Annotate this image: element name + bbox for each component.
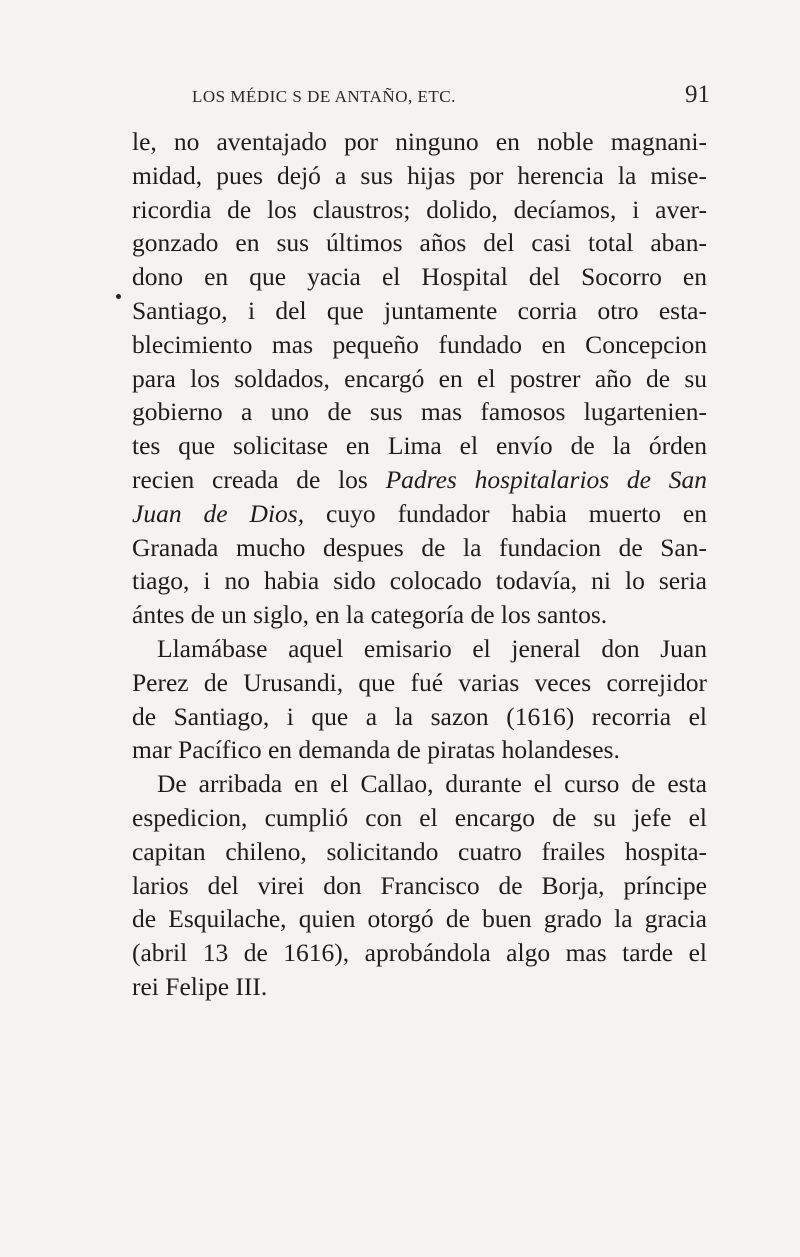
text-line: mar Pacífico en demanda de piratas holandeses. <box>132 735 620 765</box>
text-line: dono en que yacia el Hospital del Socorro en <box>132 262 707 292</box>
text-line: gonzado en sus últimos años del casi total aban- <box>132 228 707 258</box>
text-line: le, no aventajado por ninguno en noble magnani- <box>132 127 707 156</box>
paragraph-start-line: Llamábase aquel emisario el jeneral don Juan <box>157 633 707 663</box>
text-line-with-italic <box>132 497 707 531</box>
paragraph-start-line: De arribada en el Callao, durante el curso de esta <box>157 769 707 799</box>
italic-text: Padres hospitalarios de San <box>385 464 707 494</box>
text-line: blecimiento mas pequeño fundado en Concepcion <box>132 329 707 359</box>
body-text <box>132 125 707 1004</box>
text-line: de Santiago, i que a la sazon (1616) recorria el <box>132 701 707 731</box>
text-line: Granada mucho despues de la fundacion de San- <box>132 532 707 562</box>
text-line: (abril 13 de 1616), aprobándola algo mas tarde el <box>132 938 707 968</box>
text-line-with-italic <box>132 463 707 497</box>
text-line: larios del virei don Francisco de Borja, príncipe <box>132 870 707 900</box>
text-line: tiago, i no habia sido colocado todavía, ni lo seria <box>132 566 707 596</box>
text-line: de Esquilache, quien otorgó de buen grado la gracia <box>132 904 707 934</box>
text-segment: cuyo fundador habia muerto en <box>304 498 707 528</box>
text-line: capitan chileno, solicitando cuatro frailes hospita- <box>132 836 707 866</box>
text-line: Perez de Urusandi, que fué varias veces correjidor <box>132 667 707 697</box>
italic-text: Juan de Dios, <box>132 498 305 528</box>
text-line: tes que solicitase en Lima el envío de la órden <box>132 431 707 461</box>
text-line: midad, pues dejó a sus hijas por herencia la mise- <box>132 160 707 190</box>
page-number: 91 <box>685 81 710 108</box>
text-line: ántes de un siglo, en la categoría de los santos. <box>132 600 608 630</box>
text-segment: recien creada de los <box>132 464 386 494</box>
text-line: rei Felipe III. <box>132 971 268 1001</box>
text-line: espedicion, cumplió con el encargo de su jefe el <box>132 802 707 832</box>
text-line: para los soldados, encargó en el postrer año de su <box>132 363 707 393</box>
text-line: ricordia de los claustros; dolido, decíamos, i aver- <box>132 194 707 224</box>
text-line: Santiago, i del que juntamente corria otro esta- <box>132 295 707 325</box>
margin-mark <box>116 294 121 299</box>
running-title: LOS MÉDIC S DE ANTAÑO, ETC. <box>192 87 456 106</box>
text-line: gobierno a uno de sus mas famosos lugartenien- <box>132 397 707 427</box>
running-head <box>120 81 710 113</box>
